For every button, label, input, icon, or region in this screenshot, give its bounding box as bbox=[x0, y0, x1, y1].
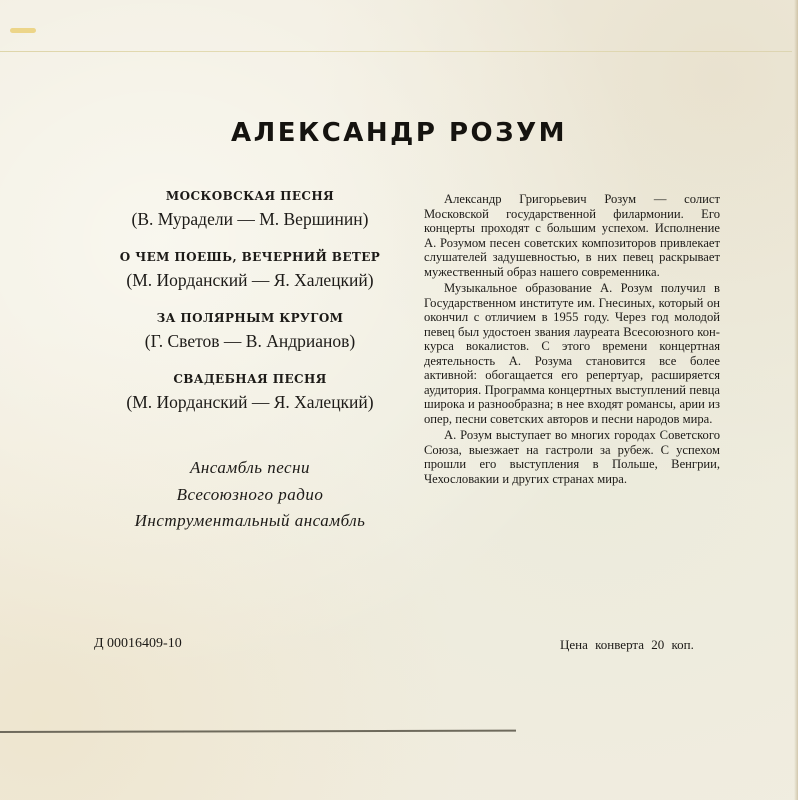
artist-title: АЛЕКСАНДР РОЗУМ bbox=[230, 118, 567, 148]
song-title: СВАДЕБНАЯ ПЕСНЯ bbox=[173, 372, 327, 386]
envelope-price: Цена конверта 20 коп. bbox=[560, 637, 694, 652]
catalog-number: Д 00016409-10 bbox=[94, 636, 182, 651]
song-item bbox=[104, 308, 396, 354]
song-title: МОСКОВСКАЯ ПЕСНЯ bbox=[165, 189, 335, 203]
song-authors: (Г. Светов — В. Андрианов) bbox=[144, 331, 356, 351]
paper-fold-line-top bbox=[0, 51, 792, 52]
artist-biography bbox=[424, 192, 720, 488]
song-item bbox=[104, 369, 396, 415]
song-title: ЗА ПОЛЯРНЫМ КРУГОМ bbox=[156, 311, 344, 325]
ensemble-line: Инструментальный ансамбль bbox=[134, 511, 366, 530]
bio-paragraph: Александр Григорьевич Розум — солист Московской государственной филармонии. Его концерты проходят с большим успехом. Исполнение А. Розумом песен советских композиторов привлекает слушателей задушевностью, в них певец раскрывает мужественный образ нашего современника. bbox=[424, 192, 720, 279]
bio-paragraph: Музыкальное образование А. Розум получил в Государственном институте им. Гнесиных, который он окончил с отличием в 1955 году. Через год молодой певец был удостоен звания лауреата Всесоюзного конкурса вокалистов. С этого времени концертная деятельность А. Розума становится все более активной: обогащается его репертуар, расширяется аудитория. Программа концертных выступлений певца широка и разнообразна; в нее входят романсы, арии из опер, песни советских авторов и песни народов мира. bbox=[424, 281, 720, 426]
paper-stain bbox=[10, 28, 36, 33]
song-item bbox=[104, 186, 396, 232]
song-authors: (М. Иорданский — Я. Халецкий) bbox=[126, 392, 374, 412]
song-authors: (В. Мурадели — М. Вершинин) bbox=[131, 209, 369, 229]
ensemble-credits bbox=[104, 455, 396, 535]
paper-fold-line-bottom bbox=[0, 730, 516, 733]
bio-paragraph: А. Розум выступает во многих городах Советского Союза, выезжает на гастроли за рубеж. С успехом прошли его выступления в Польше, Венгрии, Чехословакии и других странах мира. bbox=[424, 428, 720, 486]
ensemble-line: Ансамбль песни bbox=[189, 458, 311, 477]
song-item bbox=[104, 247, 396, 293]
song-list bbox=[104, 186, 396, 430]
song-authors: (М. Иорданский — Я. Халецкий) bbox=[126, 270, 374, 290]
song-title: О ЧЕМ ПОЕШЬ, ВЕЧЕРНИЙ ВЕТЕР bbox=[119, 250, 381, 264]
ensemble-line: Всесоюзного радио bbox=[176, 484, 324, 504]
